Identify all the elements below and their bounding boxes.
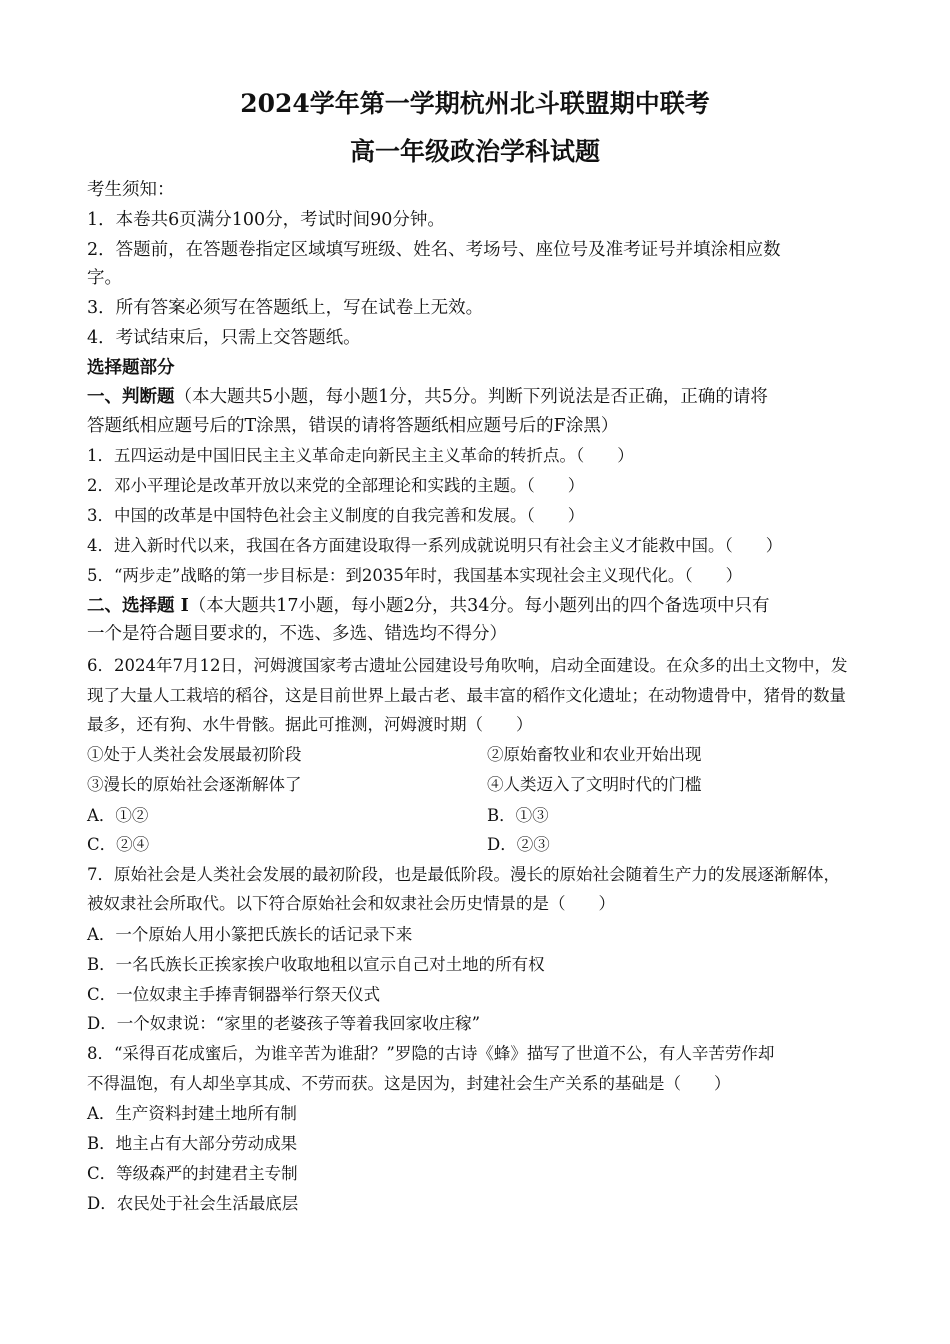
question-6-option-a: A．①② [87,806,149,825]
section1-label: 一、判断题 [87,387,175,407]
question-6-text: 现了大量人工栽培的稻谷，这是目前世界上最古老、最丰富的稻作文化遗址；在动物遗骨中，猪骨的数量 [87,686,846,705]
question-8-option-d: D．农民处于社会生活最底层 [87,1194,299,1213]
part-heading: 选择题部分 [87,358,175,378]
exam-subtitle: 高一年级政治学科试题 [349,137,600,166]
question-6-statement: ④人类迈入了文明时代的门槛 [487,775,702,794]
notice-item: 字。 [87,268,122,288]
question-6-statement: ②原始畜牧业和农业开始出现 [487,745,702,764]
section1-desc: （本大题共5小题，每小题1分，共5分。判断下列说法是否正确，正确的请将 [174,387,768,407]
section2-desc: （本大题共17小题，每小题2分，共34分。每小题列出的四个备选项中只有 [188,596,770,616]
question-6-option-d: D．②③ [487,835,550,854]
notice-item: 3．所有答案必须写在答题纸上，写在试卷上无效。 [87,298,484,318]
section1-header [87,385,768,409]
question-7-text: 7．原始社会是人类社会发展的最初阶段，也是最低阶段。漫长的原始社会随着生产力的发展逐渐解体， [87,865,840,884]
question-6-text: 6．2024年7月12日，河姆渡国家考古遗址公园建设号角吹响，启动全面建设。在众多的出土文物中，发 [87,656,848,675]
question-8-text: 8．“采得百花成蜜后，为谁辛苦为谁甜？”罗隐的古诗《蜂》描写了世道不公，有人辛苦劳作却 [87,1044,775,1063]
question-6-statement: ③漫长的原始社会逐渐解体了 [87,775,302,794]
exam-title: 2024学年第一学期杭州北斗联盟期中联考 [240,89,710,118]
question-7-option-a: A．一个原始人用小篆把氏族长的话记录下来 [87,925,413,944]
question-6-option-b: B．①③ [487,806,549,825]
judgment-question: 3．中国的改革是中国特色社会主义制度的自我完善和发展。（ ） [87,506,585,525]
notice-item: 2．答题前，在答题卷指定区域填写班级、姓名、考场号、座位号及准考证号并填涂相应数 [87,240,781,260]
question-8-option-c: C．等级森严的封建君主专制 [87,1164,298,1183]
question-8-text: 不得温饱，有人却坐享其成、不劳而获。这是因为，封建社会生产关系的基础是（ ） [87,1074,731,1093]
question-6-statement: ①处于人类社会发展最初阶段 [87,745,302,764]
question-6-option-c: C．②④ [87,835,150,854]
section1-desc-cont: 答题纸相应题号后的T涂黑，错误的请将答题纸相应题号后的F涂黑） [87,416,619,436]
question-6-text: 最多，还有狗、水牛骨骸。据此可推测，河姆渡时期（ ） [87,715,533,734]
question-7-option-d: D．一个奴隶说：“家里的老婆孩子等着我回家收庄稼” [87,1014,481,1033]
judgment-question: 2．邓小平理论是改革开放以来党的全部理论和实践的主题。（ ） [87,476,585,495]
question-7-option-c: C．一位奴隶主手捧青铜器举行祭天仪式 [87,985,381,1004]
section2-header [87,594,769,618]
notice-item: 1．本卷共6页满分100分，考试时间90分钟。 [87,210,445,230]
section2-desc-cont: 一个是符合题目要求的，不选、多选、错选均不得分） [87,624,507,644]
question-8-option-a: A．生产资料封建土地所有制 [87,1104,297,1123]
notice-item: 4．考试结束后，只需上交答题纸。 [87,328,361,348]
judgment-question: 4．进入新时代以来，我国在各方面建设取得一系列成就说明只有社会主义才能救中国。（ ） [87,536,783,555]
question-7-option-b: B．一名氏族长正挨家挨户收取地租以宣示自己对土地的所有权 [87,955,545,974]
section2-label: 二、选择题 I [87,596,189,616]
notice-heading: 考生须知： [87,180,175,200]
judgment-question: 1．五四运动是中国旧民主主义革命走向新民主主义革命的转折点。（ ） [87,446,634,465]
question-7-text: 被奴隶社会所取代。以下符合原始社会和奴隶社会历史情景的是（ ） [87,894,615,913]
judgment-question: 5．“两步走”战略的第一步目标是：到2035年时，我国基本实现社会主义现代化。（ ） [87,566,743,585]
question-8-option-b: B．地主占有大部分劳动成果 [87,1134,298,1153]
